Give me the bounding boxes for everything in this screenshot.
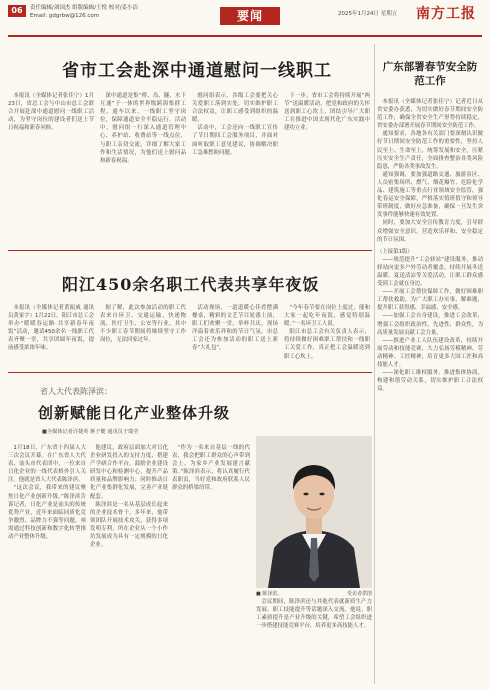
sidebar-paragraph: ——开展工会帮扶保障工作，做好困难职工帮扶救助，为广大职工办实事、解难题，提升职工获得感、幸福感、安全感。 — [377, 289, 483, 312]
article3-col2 — [90, 444, 168, 680]
article1-paragraph: 深中通道是集“桥、岛、隧、水下互通”于一体的世界级跨海集群工程，通车以来，一线职工坚守岗位，保障通道安全平稳运行。活动中，慰问组一行深入通道管理中心、养护站、收费站等一线点位，与职工亲切交流，详细了解大家工作和生活情况，为他们送上慰问品和新春祝福。 — [100, 93, 186, 164]
divider — [8, 372, 372, 373]
article1-col4 — [284, 92, 370, 244]
article3-byline: ■全媒体记者许捷英 蒋子健 通讯员于瑞莹 — [42, 429, 139, 435]
caption-text: ■ 陈泽滨。 — [256, 591, 283, 597]
email-line: Email: gdgrbw@126.com — [30, 13, 100, 19]
article1-paragraph: 活动中，工会还向一线职工宣传了节日期间工会服务项目，并面对面听取职工意见建议，协调解决职工急难愁盼问题。 — [192, 125, 278, 156]
article1-col3 — [192, 92, 278, 244]
article1-paragraph: 下一步，省市工会将持续开展“两节”送温暖活动，把党和政府的关怀送到职工心坎上，团结引导广大职工在推进中国式现代化广东实践中建功立业。 — [284, 93, 370, 132]
divider — [8, 250, 372, 251]
article3-paragraph: 陈泽滨是一名从基层成长起来的企业技术骨干。多年来，他带领团队开展技术攻关，获得多项发明专利，所在企业从一个小作坊发展成为具有一定规模的日化企业。 — [90, 501, 168, 549]
section-label: 要闻 — [220, 7, 280, 25]
article1-col1 — [8, 92, 94, 244]
article3-paragraph: “这次会议，我带来的建议聚焦日化产业创新升级。”陈泽滨告诉记者，日化产业是汕头的传统优势产业，近年来面临同质化竞争激烈、品牌力不强等问题，亟需通过科技创新和数字化转型推动产业整体升级。 — [8, 485, 86, 541]
sidebar-paragraph: 通知强调，要加强道路交通、旅游景区、人员密集场所、燃气、烟花爆竹、危险化学品、建筑施工等重点行业领域安全监管，强化春运安全保障，严格落实值班值守和领导带班制度，做好应急准备，确保一旦发生突发事件能够快速有效处置。 — [377, 171, 483, 219]
sidebar-paragraph: ——深化职工维权服务，推进集体协商，构建和谐劳动关系，切实维护职工合法权益。 — [377, 370, 483, 393]
sidebar-paragraph: 同时，要加大安全宣传教育力度，引导群众增强安全意识，营造欢乐祥和、安全稳定的节日氛围。 — [377, 220, 483, 243]
article3-col3 — [172, 444, 250, 680]
sidebar-paragraph: ——推进产业工人队伍建设改革，持续开展劳动和技能竞赛，大力弘扬劳模精神、劳动精神、工匠精神，培育更多大国工匠和高技能人才。 — [377, 337, 483, 368]
article1-paragraph: 本报讯（全媒体记者张佳宁）1月23日，省总工会与中山市总工会联合开展赴深中通道慰问一线职工活动，为坚守岗位的建设者们送上节日祝福和新春问候。 — [8, 93, 94, 132]
article2-col2 — [100, 304, 186, 366]
issue-date: 2025年1月24日 星期五 — [338, 11, 398, 17]
newspaper-logo: 南方工报 — [416, 6, 476, 22]
sidebar-paragraph: 本报讯（全媒体记者张佳宁）记者近日从省安委办获悉，为切实做好春节期间安全防范工作，确保全省安全生产形势持续稳定，省安委办部署开展春节期间安全防范工作。 — [377, 99, 483, 130]
article2-paragraph: 据了解，此次参加活动的职工代表来自环卫、交通运输、快递物流、医疗卫生、公安等行业，其中不少职工春节期间将继续坚守工作岗位，无法回家过年。 — [100, 305, 186, 344]
article1-col2 — [100, 92, 186, 244]
masthead — [8, 3, 482, 37]
photo-credit: 受访者供图 — [346, 591, 372, 597]
article3-headline: 创新赋能日化产业整体升级 — [38, 404, 231, 422]
article3-col1 — [8, 444, 86, 680]
editor-credits: 责任编辑/刘国杰 组版编辑/王悦 校对/姜小洁 — [30, 5, 139, 11]
article2-paragraph: “今年春节要在岗位上度过，能和大家一起吃年夜饭，感觉特别温暖。”一名环卫工人说。 — [284, 305, 370, 328]
article2-paragraph: 阳江市总工会有关负责人表示，将持续做好困难职工帮扶和一线职工关爱工作，真正把工会温暖送到职工心坎上。 — [284, 329, 370, 360]
continued-note: （上接第1版） — [377, 248, 413, 255]
article3-col4 — [256, 598, 372, 682]
photo-caption — [256, 590, 372, 597]
article2-paragraph: 活动现场，一道道暖心佳肴摆满餐桌，精彩的文艺节目轮番上演，职工们欢聚一堂，举杯共庆，现场洋溢着欢乐祥和的节日气氛。市总工会还为参加活动的职工送上新春“大礼包”。 — [192, 305, 278, 352]
sidebar-paragraph: 通知要求，各地各有关部门要深刻认识做好节日期间安全防范工作的重要性，坚持人民至上、生命至上，统筹发展和安全，压紧压实安全生产责任，全面排查整治各类风险隐患，严防各类事故发生。 — [377, 131, 483, 170]
article2-paragraph: 本报讯（全媒体记者黄振威 通讯员黄家宇）1月22日，阳江市总工会举办“暖暖春运路·共享新春年夜饭”活动，邀请450余名一线职工代表齐聚一堂，共享团圆年夜饭，提前感受浓浓年味。 — [8, 305, 94, 352]
page-number: 06 — [8, 5, 26, 17]
article2-col1 — [8, 304, 94, 366]
article3-paragraph: 1月18日，广东省十四届人大三次会议开幕。在广东省人大代表、汕头市代表团中，一位来自日化企业的一线代表格外引人关注。他就是省人大代表陈泽滨。 — [8, 445, 86, 484]
column-divider — [374, 44, 375, 684]
sidebar-paragraph: ——加强工会自身建设，推进工会改革，增强工会组织政治性、先进性、群众性，为高质量发展贡献工会力量。 — [377, 313, 483, 336]
portrait-photo — [256, 436, 372, 588]
article3-paragraph: “作为一名来自基层一线的代表，我会把职工群众的心声带到会上，为家乡产业发展建言献策。”陈泽滨表示，将认真履行代表职责，当好党和政府联系人民群众的桥梁纽带。 — [172, 445, 250, 492]
article1-paragraph: 慰问组表示，各级工会要把关心关爱职工落到实处，切实维护职工合法权益，让职工感受到组织的温暖。 — [192, 93, 278, 124]
article3-paragraph: 会议期间，陈泽滨还与其他代表就新质生产力发展、职工技能提升等话题深入交流。他说，职工素质提升是产业升级的关键，希望工会组织进一步搭建技能竞赛平台，培养更多高技能人才。 — [256, 599, 372, 630]
article2-headline: 阳江450余名职工代表共享年夜饭 — [62, 275, 320, 294]
portrait-illustration — [256, 436, 372, 588]
article2-col3 — [192, 304, 278, 366]
article3-kicker: 省人大代表陈泽滨： — [40, 387, 112, 396]
sidebar-headline: 广东部署春节安全防范工作 — [382, 61, 478, 87]
article3-paragraph: 他建议，政府层面加大对日化企业研发投入的支持力度，搭建产学研合作平台，鼓励企业建设研发中心和检测中心，提升产品质量和品牌影响力；同时推动日化产业集群化发展，完善产业链配套。 — [90, 445, 168, 500]
sidebar-text — [377, 98, 483, 684]
article2-col4 — [284, 304, 370, 366]
sidebar-paragraph: ——规范提升“工会驿站”建设服务，推动驿站向更多户外劳动者覆盖，持续开展冬送温暖、夏送清凉等关爱活动，让职工群众感受到工会就在身边。 — [377, 256, 483, 288]
article1-headline: 省市工会赴深中通道慰问一线职工 — [62, 61, 332, 81]
